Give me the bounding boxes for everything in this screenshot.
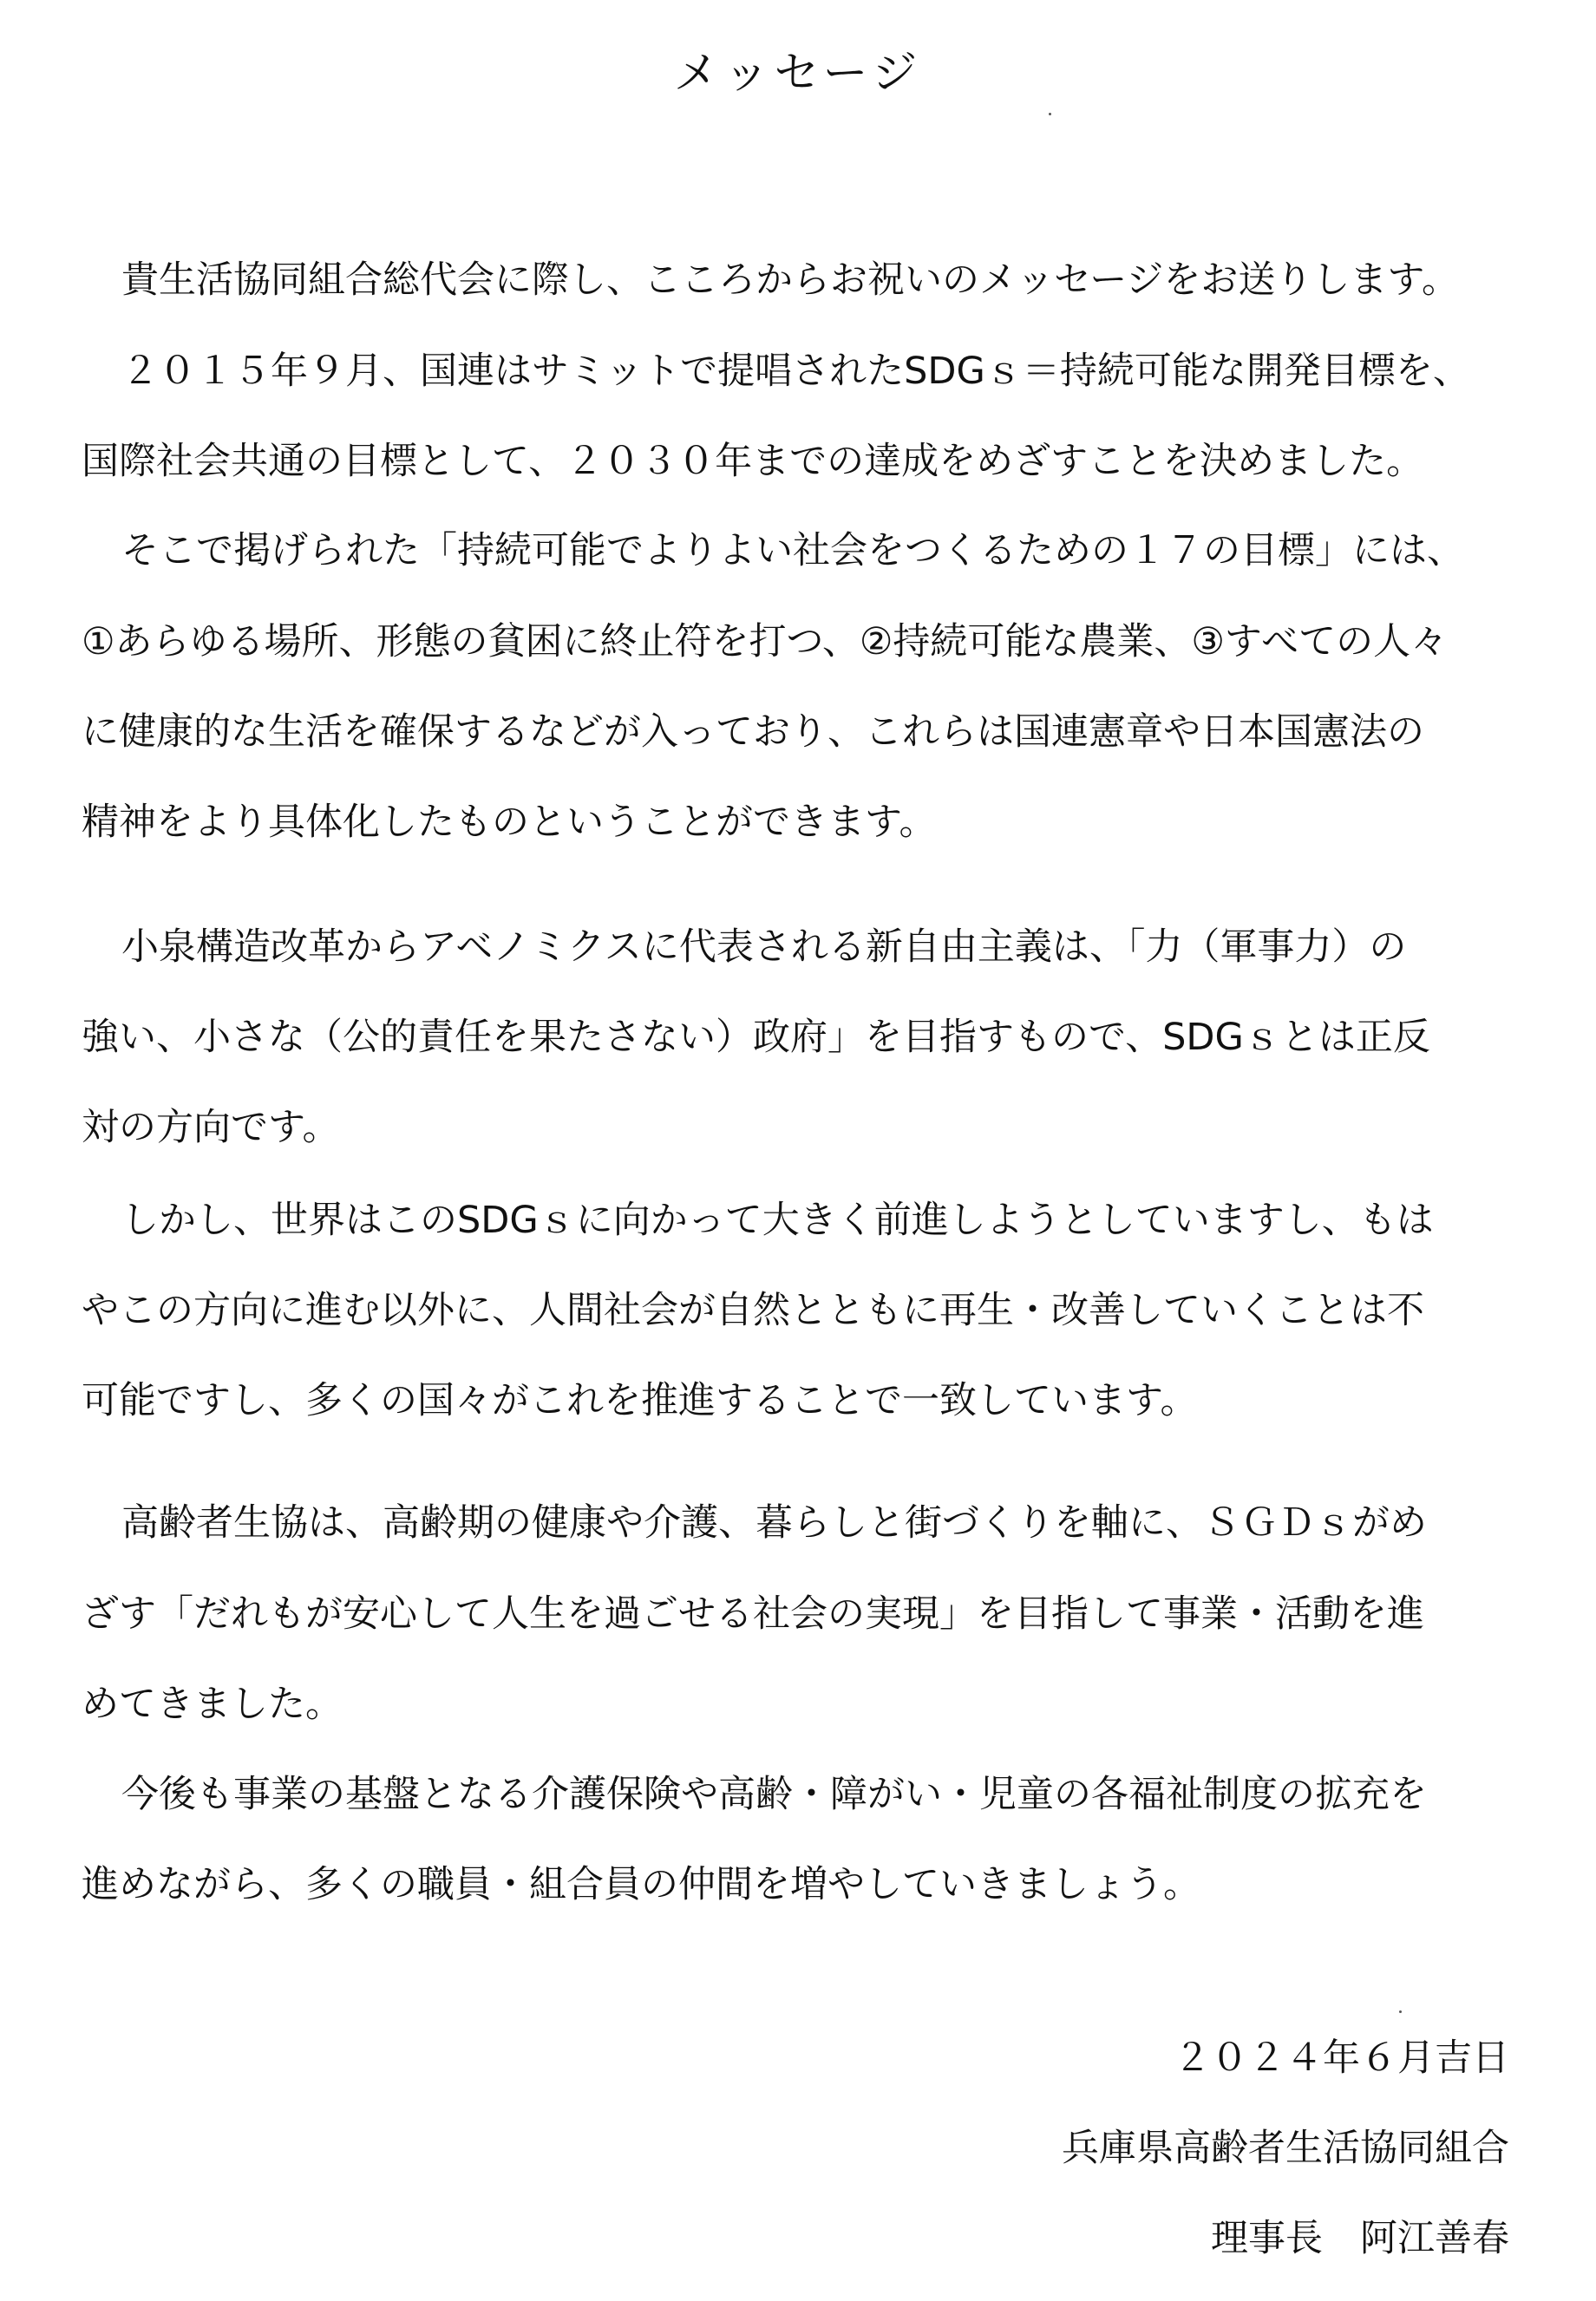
paragraph-3-line-2: ①あらゆる場所、形態の貧困に終止符を打つ、②持続可能な農業、③すべての人々 (82, 620, 1449, 663)
paragraph-6-line-3: めてきました。 (82, 1683, 343, 1726)
signature-date: ２０２４年６月吉日 (1174, 2036, 1509, 2080)
scan-speck (1049, 113, 1051, 115)
signature-signer: 理事長 阿江善春 (1211, 2217, 1509, 2260)
paragraph-5-line-3: 可能ですし、多くの国々がこれを推進することで一致しています。 (82, 1379, 1198, 1422)
paragraph-2-line-1: ２０１５年９月、国連はサミットで提唱されたSDGｓ＝持続可能な開発目標を、 (121, 350, 1470, 393)
paragraph-5-line-1: しかし、世界はこのSDGｓに向かって大きく前進しようとしていますし、もは (121, 1199, 1434, 1242)
paragraph-6-line-2: ざす「だれもが安心して人生を過ごせる社会の実現」を目指して事業・活動を進 (82, 1592, 1424, 1636)
paragraph-6-line-1: 高齢者生協は、高齢期の健康や介護、暮らしと街づくりを軸に、ＳＧＤｓがめ (121, 1501, 1427, 1545)
paragraph-5-line-2: やこの方向に進む以外に、人間社会が自然とともに再生・改善していくことは不 (82, 1289, 1424, 1332)
page-title: メッセージ (673, 48, 923, 100)
paragraph-4-line-3: 対の方向です。 (82, 1106, 340, 1149)
paragraph-1-line-1: 貴生活協同組合総代会に際し、こころからお祝いのメッセージをお送りします。 (121, 258, 1459, 302)
paragraph-4-line-1: 小泉構造改革からアベノミクスに代表される新自由主義は、「力（軍事力）の (121, 925, 1407, 969)
paragraph-4-line-2: 強い、小さな（公的責任を果たさない）政府」を目指すもので、SDGｓとは正反 (82, 1016, 1430, 1059)
paragraph-3-line-4: 精神をより具体化したものということができます。 (82, 801, 937, 844)
paragraph-2-line-2: 国際社会共通の目標として、２０３０年までの達成をめざすことを決めました。 (82, 440, 1424, 483)
paragraph-7-line-1: 今後も事業の基盤となる介護保険や高齢・障がい・児童の各福祉制度の拡充を (121, 1773, 1427, 1816)
signature-organization: 兵庫県高齢者生活協同組合 (1062, 2127, 1509, 2170)
scan-speck (1399, 2010, 1402, 2013)
paragraph-3-line-1: そこで掲げられた「持続可能でよりよい社会をつくるための１７の目標」には、 (121, 529, 1464, 572)
paragraph-3-line-3: に健康的な生活を確保するなどが入っており、これらは国連憲章や日本国憲法の (82, 710, 1424, 754)
paragraph-7-line-2: 進めながら、多くの職員・組合員の仲間を増やしていきましょう。 (82, 1863, 1200, 1906)
